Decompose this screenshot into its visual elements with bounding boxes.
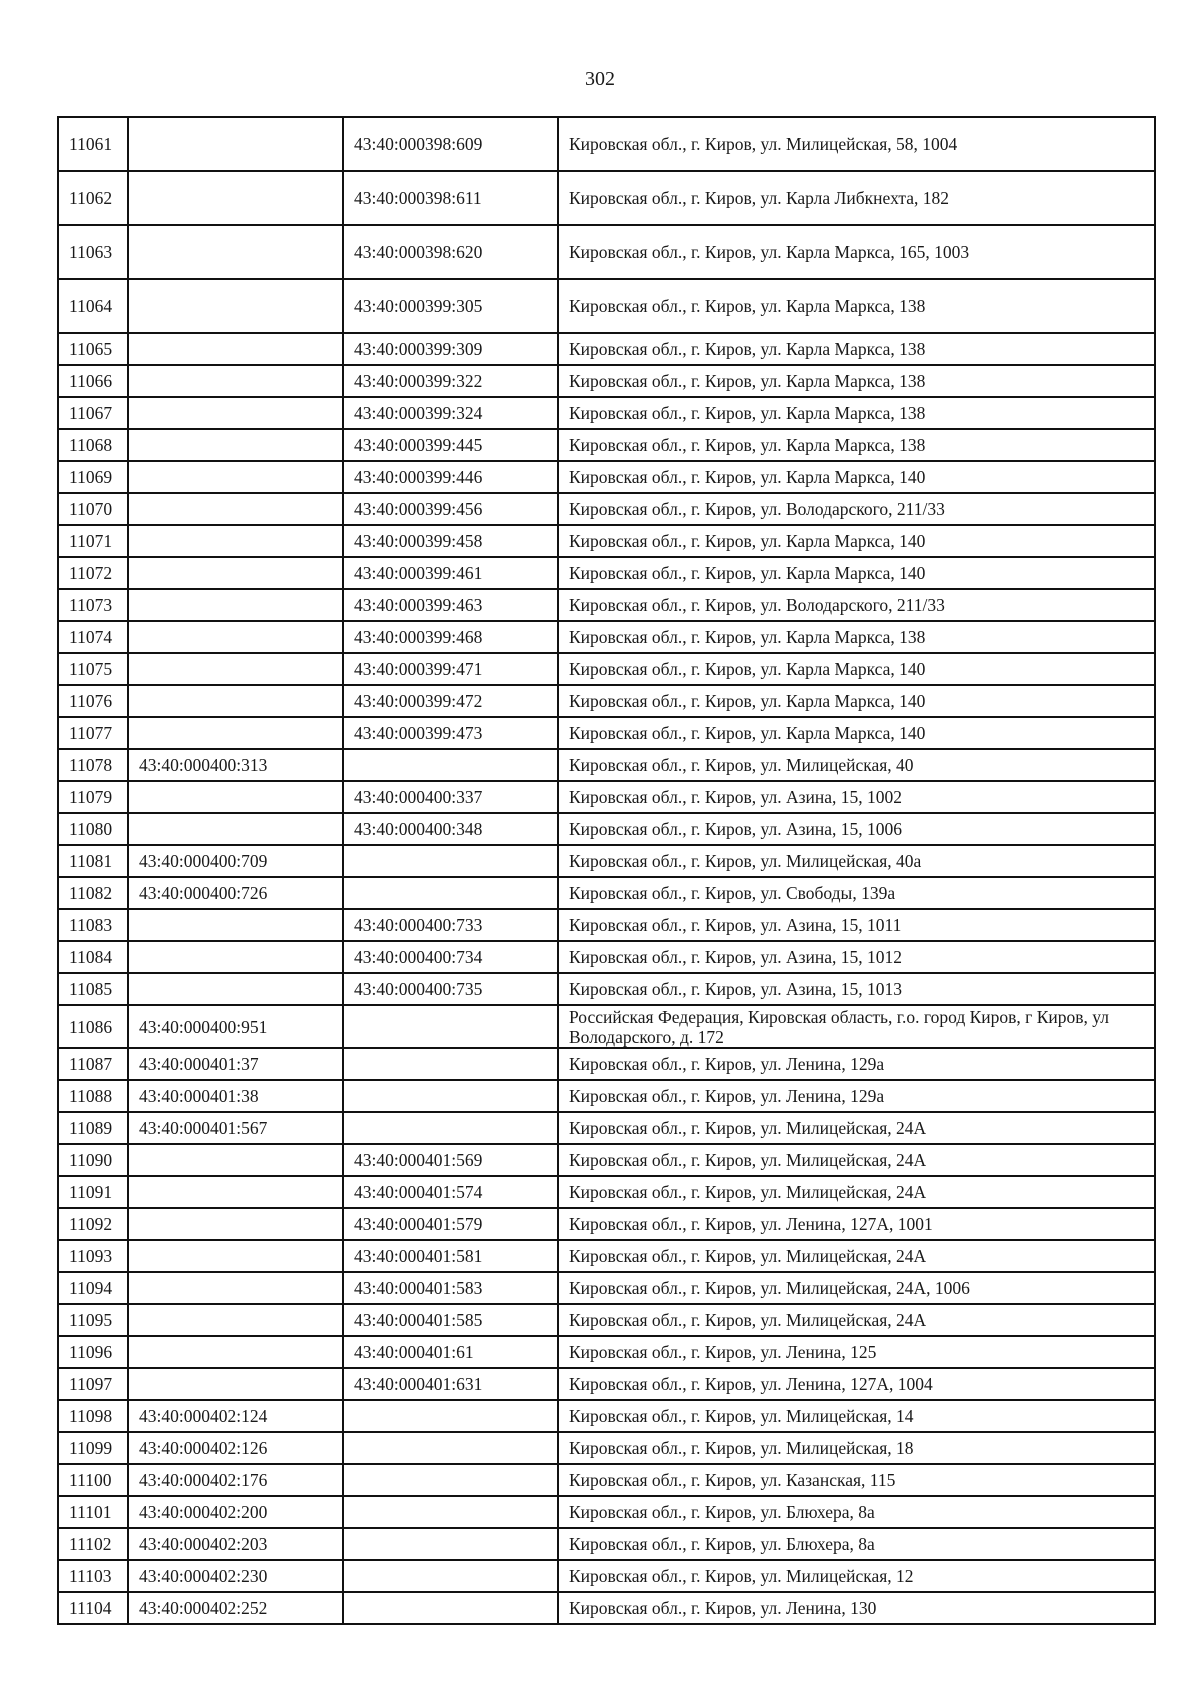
cadastral-number-building-cell: 43:40:000399:468: [343, 621, 558, 653]
row-number-cell: 11081: [58, 845, 128, 877]
cadastral-number-land-cell: [128, 621, 343, 653]
address-cell: Российская Федерация, Кировская область, г.о. город Киров, г Киров, ул Володарского, д. 172: [558, 1005, 1155, 1048]
cadastral-number-building-cell: [343, 877, 558, 909]
table-row: [58, 941, 1155, 973]
table-row: [58, 1336, 1155, 1368]
table-row: [58, 525, 1155, 557]
address-cell: Кировская обл., г. Киров, ул. Володарского, 211/33: [558, 493, 1155, 525]
address-cell: Кировская обл., г. Киров, ул. Карла Маркса, 140: [558, 557, 1155, 589]
cadastral-number-land-cell: [128, 1176, 343, 1208]
cadastral-number-land-cell: [128, 1368, 343, 1400]
cadastral-number-building-cell: 43:40:000399:322: [343, 365, 558, 397]
table-row: [58, 397, 1155, 429]
table-row: [58, 1144, 1155, 1176]
address-cell: Кировская обл., г. Киров, ул. Ленина, 127А, 1004: [558, 1368, 1155, 1400]
row-number-cell: 11103: [58, 1560, 128, 1592]
table-row: [58, 1592, 1155, 1624]
table-row: [58, 1400, 1155, 1432]
row-number-cell: 11077: [58, 717, 128, 749]
cadastral-number-land-cell: 43:40:000402:126: [128, 1432, 343, 1464]
row-number-cell: 11084: [58, 941, 128, 973]
address-cell: Кировская обл., г. Киров, ул. Ленина, 125: [558, 1336, 1155, 1368]
cadastral-number-land-cell: [128, 1336, 343, 1368]
table-row: [58, 1005, 1155, 1048]
table-row: [58, 877, 1155, 909]
cadastral-number-building-cell: [343, 1528, 558, 1560]
address-cell: Кировская обл., г. Киров, ул. Карла Маркса, 138: [558, 397, 1155, 429]
row-number-cell: 11067: [58, 397, 128, 429]
cadastral-number-building-cell: 43:40:000399:446: [343, 461, 558, 493]
cadastral-number-land-cell: 43:40:000401:37: [128, 1048, 343, 1080]
cadastral-number-building-cell: 43:40:000401:569: [343, 1144, 558, 1176]
address-cell: Кировская обл., г. Киров, ул. Карла Маркса, 138: [558, 621, 1155, 653]
table-row: [58, 845, 1155, 877]
row-number-cell: 11073: [58, 589, 128, 621]
cadastral-number-building-cell: 43:40:000399:324: [343, 397, 558, 429]
table-row: [58, 781, 1155, 813]
cadastral-number-building-cell: [343, 1560, 558, 1592]
address-cell: Кировская обл., г. Киров, ул. Милицейская, 24А: [558, 1240, 1155, 1272]
cadastral-number-building-cell: 43:40:000398:609: [343, 117, 558, 171]
cadastral-number-building-cell: 43:40:000400:735: [343, 973, 558, 1005]
row-number-cell: 11064: [58, 279, 128, 333]
row-number-cell: 11096: [58, 1336, 128, 1368]
address-cell: Кировская обл., г. Киров, ул. Милицейская, 40а: [558, 845, 1155, 877]
cadastral-number-land-cell: 43:40:000401:38: [128, 1080, 343, 1112]
cadastral-number-land-cell: 43:40:000400:726: [128, 877, 343, 909]
address-cell: Кировская обл., г. Киров, ул. Карла Маркса, 138: [558, 279, 1155, 333]
cadastral-number-building-cell: [343, 845, 558, 877]
cadastral-number-land-cell: [128, 685, 343, 717]
cadastral-number-land-cell: [128, 493, 343, 525]
row-number-cell: 11075: [58, 653, 128, 685]
address-cell: Кировская обл., г. Киров, ул. Милицейская, 24А: [558, 1304, 1155, 1336]
row-number-cell: 11101: [58, 1496, 128, 1528]
cadastral-number-building-cell: 43:40:000399:461: [343, 557, 558, 589]
table-row: [58, 1080, 1155, 1112]
cadastral-number-building-cell: 43:40:000401:583: [343, 1272, 558, 1304]
cadastral-number-land-cell: [128, 1208, 343, 1240]
table-row: [58, 621, 1155, 653]
address-cell: Кировская обл., г. Киров, ул. Ленина, 129а: [558, 1080, 1155, 1112]
cadastral-number-land-cell: [128, 557, 343, 589]
cadastral-number-land-cell: 43:40:000402:176: [128, 1464, 343, 1496]
cadastral-number-land-cell: [128, 225, 343, 279]
address-cell: Кировская обл., г. Киров, ул. Карла Маркса, 138: [558, 333, 1155, 365]
row-number-cell: 11092: [58, 1208, 128, 1240]
row-number-cell: 11082: [58, 877, 128, 909]
row-number-cell: 11094: [58, 1272, 128, 1304]
row-number-cell: 11085: [58, 973, 128, 1005]
table-row: [58, 1560, 1155, 1592]
cadastral-number-building-cell: 43:40:000398:611: [343, 171, 558, 225]
row-number-cell: 11069: [58, 461, 128, 493]
row-number-cell: 11083: [58, 909, 128, 941]
address-cell: Кировская обл., г. Киров, ул. Милицейская, 12: [558, 1560, 1155, 1592]
cadastral-number-building-cell: 43:40:000398:620: [343, 225, 558, 279]
cadastral-number-building-cell: 43:40:000401:581: [343, 1240, 558, 1272]
row-number-cell: 11061: [58, 117, 128, 171]
address-cell: Кировская обл., г. Киров, ул. Азина, 15, 1012: [558, 941, 1155, 973]
table-row: [58, 909, 1155, 941]
address-cell: Кировская обл., г. Киров, ул. Милицейская, 24А: [558, 1176, 1155, 1208]
cadastral-number-building-cell: 43:40:000400:733: [343, 909, 558, 941]
address-cell: Кировская обл., г. Киров, ул. Карла Маркса, 165, 1003: [558, 225, 1155, 279]
row-number-cell: 11086: [58, 1005, 128, 1048]
table-row: [58, 685, 1155, 717]
row-number-cell: 11089: [58, 1112, 128, 1144]
address-cell: Кировская обл., г. Киров, ул. Милицейская, 14: [558, 1400, 1155, 1432]
row-number-cell: 11095: [58, 1304, 128, 1336]
cadastral-number-land-cell: 43:40:000400:951: [128, 1005, 343, 1048]
cadastral-number-building-cell: 43:40:000399:463: [343, 589, 558, 621]
row-number-cell: 11071: [58, 525, 128, 557]
row-number-cell: 11087: [58, 1048, 128, 1080]
address-cell: Кировская обл., г. Киров, ул. Карла Маркса, 140: [558, 717, 1155, 749]
table-row: [58, 171, 1155, 225]
table-row: [58, 717, 1155, 749]
cadastral-number-building-cell: 43:40:000399:309: [343, 333, 558, 365]
cadastral-number-land-cell: [128, 941, 343, 973]
cadastral-number-land-cell: [128, 653, 343, 685]
cadastral-number-land-cell: [128, 1144, 343, 1176]
cadastral-number-building-cell: [343, 1005, 558, 1048]
address-cell: Кировская обл., г. Киров, ул. Карла Либкнехта, 182: [558, 171, 1155, 225]
cadastral-number-building-cell: 43:40:000401:585: [343, 1304, 558, 1336]
address-cell: Кировская обл., г. Киров, ул. Ленина, 127А, 1001: [558, 1208, 1155, 1240]
table-row: [58, 1112, 1155, 1144]
cadastral-number-land-cell: [128, 365, 343, 397]
cadastral-number-land-cell: [128, 461, 343, 493]
cadastral-number-building-cell: [343, 1592, 558, 1624]
cadastral-number-building-cell: 43:40:000400:348: [343, 813, 558, 845]
address-cell: Кировская обл., г. Киров, ул. Милицейская, 18: [558, 1432, 1155, 1464]
row-number-cell: 11072: [58, 557, 128, 589]
row-number-cell: 11062: [58, 171, 128, 225]
cadastral-number-land-cell: [128, 171, 343, 225]
cadastral-number-building-cell: 43:40:000401:574: [343, 1176, 558, 1208]
cadastral-number-building-cell: [343, 1048, 558, 1080]
cadastral-number-land-cell: 43:40:000400:709: [128, 845, 343, 877]
cadastral-number-land-cell: 43:40:000402:203: [128, 1528, 343, 1560]
table-row: [58, 279, 1155, 333]
row-number-cell: 11080: [58, 813, 128, 845]
cadastral-number-land-cell: [128, 589, 343, 621]
row-number-cell: 11070: [58, 493, 128, 525]
address-cell: Кировская обл., г. Киров, ул. Ленина, 130: [558, 1592, 1155, 1624]
cadastral-number-land-cell: [128, 117, 343, 171]
cadastral-number-land-cell: [128, 279, 343, 333]
cadastral-number-land-cell: [128, 429, 343, 461]
cadastral-number-land-cell: [128, 1272, 343, 1304]
table-row: [58, 1432, 1155, 1464]
row-number-cell: 11098: [58, 1400, 128, 1432]
table-row: [58, 117, 1155, 171]
cadastral-number-land-cell: [128, 525, 343, 557]
table-row: [58, 429, 1155, 461]
address-cell: Кировская обл., г. Киров, ул. Милицейская, 24А: [558, 1112, 1155, 1144]
cadastral-number-land-cell: 43:40:000402:200: [128, 1496, 343, 1528]
address-cell: Кировская обл., г. Киров, ул. Карла Маркса, 140: [558, 653, 1155, 685]
table-row: [58, 1528, 1155, 1560]
cadastral-number-building-cell: [343, 1112, 558, 1144]
address-cell: Кировская обл., г. Киров, ул. Азина, 15, 1011: [558, 909, 1155, 941]
cadastral-number-land-cell: [128, 397, 343, 429]
cadastral-number-building-cell: 43:40:000399:471: [343, 653, 558, 685]
address-cell: Кировская обл., г. Киров, ул. Милицейская, 40: [558, 749, 1155, 781]
cadastral-number-land-cell: [128, 717, 343, 749]
cadastral-number-building-cell: 43:40:000399:456: [343, 493, 558, 525]
table-row: [58, 653, 1155, 685]
row-number-cell: 11100: [58, 1464, 128, 1496]
table-row: [58, 557, 1155, 589]
row-number-cell: 11093: [58, 1240, 128, 1272]
row-number-cell: 11076: [58, 685, 128, 717]
cadastral-number-building-cell: 43:40:000399:473: [343, 717, 558, 749]
table-row: [58, 1176, 1155, 1208]
address-cell: Кировская обл., г. Киров, ул. Казанская, 115: [558, 1464, 1155, 1496]
table-row: [58, 1048, 1155, 1080]
address-cell: Кировская обл., г. Киров, ул. Милицейская, 58, 1004: [558, 117, 1155, 171]
table-row: [58, 461, 1155, 493]
table-row: [58, 973, 1155, 1005]
address-cell: Кировская обл., г. Киров, ул. Свободы, 139а: [558, 877, 1155, 909]
address-cell: Кировская обл., г. Киров, ул. Карла Маркса, 138: [558, 429, 1155, 461]
cadastral-number-land-cell: 43:40:000401:567: [128, 1112, 343, 1144]
cadastral-number-building-cell: 43:40:000399:305: [343, 279, 558, 333]
address-cell: Кировская обл., г. Киров, ул. Милицейская, 24А, 1006: [558, 1272, 1155, 1304]
address-cell: Кировская обл., г. Киров, ул. Блюхера, 8а: [558, 1528, 1155, 1560]
cadastral-number-land-cell: [128, 813, 343, 845]
row-number-cell: 11088: [58, 1080, 128, 1112]
table-row: [58, 1496, 1155, 1528]
table-row: [58, 813, 1155, 845]
cadastral-number-land-cell: 43:40:000402:124: [128, 1400, 343, 1432]
cadastral-number-building-cell: [343, 1464, 558, 1496]
row-number-cell: 11099: [58, 1432, 128, 1464]
address-cell: Кировская обл., г. Киров, ул. Азина, 15, 1006: [558, 813, 1155, 845]
cadastral-number-building-cell: 43:40:000400:734: [343, 941, 558, 973]
row-number-cell: 11090: [58, 1144, 128, 1176]
table-row: [58, 1208, 1155, 1240]
row-number-cell: 11104: [58, 1592, 128, 1624]
row-number-cell: 11079: [58, 781, 128, 813]
row-number-cell: 11091: [58, 1176, 128, 1208]
cadastral-number-land-cell: [128, 333, 343, 365]
cadastral-number-building-cell: 43:40:000399:445: [343, 429, 558, 461]
cadastral-number-land-cell: 43:40:000400:313: [128, 749, 343, 781]
cadastral-number-land-cell: [128, 1240, 343, 1272]
table-row: [58, 749, 1155, 781]
page-number: 302: [585, 68, 615, 90]
cadastral-number-building-cell: [343, 1432, 558, 1464]
row-number-cell: 11063: [58, 225, 128, 279]
table-row: [58, 1464, 1155, 1496]
cadastral-number-building-cell: 43:40:000399:458: [343, 525, 558, 557]
address-cell: Кировская обл., г. Киров, ул. Карла Маркса, 140: [558, 685, 1155, 717]
cadastral-number-building-cell: 43:40:000401:61: [343, 1336, 558, 1368]
cadastral-number-building-cell: [343, 1496, 558, 1528]
address-cell: Кировская обл., г. Киров, ул. Володарского, 211/33: [558, 589, 1155, 621]
cadastral-number-building-cell: [343, 1080, 558, 1112]
cadastral-number-building-cell: [343, 1400, 558, 1432]
table-row: [58, 333, 1155, 365]
table-row: [58, 1272, 1155, 1304]
row-number-cell: 11078: [58, 749, 128, 781]
table-row: [58, 225, 1155, 279]
address-cell: Кировская обл., г. Киров, ул. Карла Маркса, 138: [558, 365, 1155, 397]
table-row: [58, 493, 1155, 525]
address-cell: Кировская обл., г. Киров, ул. Блюхера, 8а: [558, 1496, 1155, 1528]
cadastral-number-land-cell: [128, 973, 343, 1005]
address-cell: Кировская обл., г. Киров, ул. Азина, 15, 1013: [558, 973, 1155, 1005]
table-row: [58, 1304, 1155, 1336]
row-number-cell: 11074: [58, 621, 128, 653]
row-number-cell: 11068: [58, 429, 128, 461]
cadastral-number-land-cell: 43:40:000402:230: [128, 1560, 343, 1592]
table-row: [58, 365, 1155, 397]
registry-table: [57, 116, 1156, 1625]
row-number-cell: 11102: [58, 1528, 128, 1560]
row-number-cell: 11065: [58, 333, 128, 365]
cadastral-number-land-cell: 43:40:000402:252: [128, 1592, 343, 1624]
table-row: [58, 589, 1155, 621]
address-cell: Кировская обл., г. Киров, ул. Ленина, 129а: [558, 1048, 1155, 1080]
registry-body: [58, 117, 1155, 1624]
cadastral-number-building-cell: [343, 749, 558, 781]
cadastral-number-land-cell: [128, 781, 343, 813]
table-row: [58, 1240, 1155, 1272]
cadastral-number-building-cell: 43:40:000401:631: [343, 1368, 558, 1400]
row-number-cell: 11066: [58, 365, 128, 397]
address-cell: Кировская обл., г. Киров, ул. Азина, 15, 1002: [558, 781, 1155, 813]
address-cell: Кировская обл., г. Киров, ул. Милицейская, 24А: [558, 1144, 1155, 1176]
row-number-cell: 11097: [58, 1368, 128, 1400]
cadastral-number-building-cell: 43:40:000401:579: [343, 1208, 558, 1240]
cadastral-number-land-cell: [128, 1304, 343, 1336]
cadastral-number-building-cell: 43:40:000400:337: [343, 781, 558, 813]
address-cell: Кировская обл., г. Киров, ул. Карла Маркса, 140: [558, 525, 1155, 557]
cadastral-number-building-cell: 43:40:000399:472: [343, 685, 558, 717]
address-cell: Кировская обл., г. Киров, ул. Карла Маркса, 140: [558, 461, 1155, 493]
table-row: [58, 1368, 1155, 1400]
cadastral-number-land-cell: [128, 909, 343, 941]
